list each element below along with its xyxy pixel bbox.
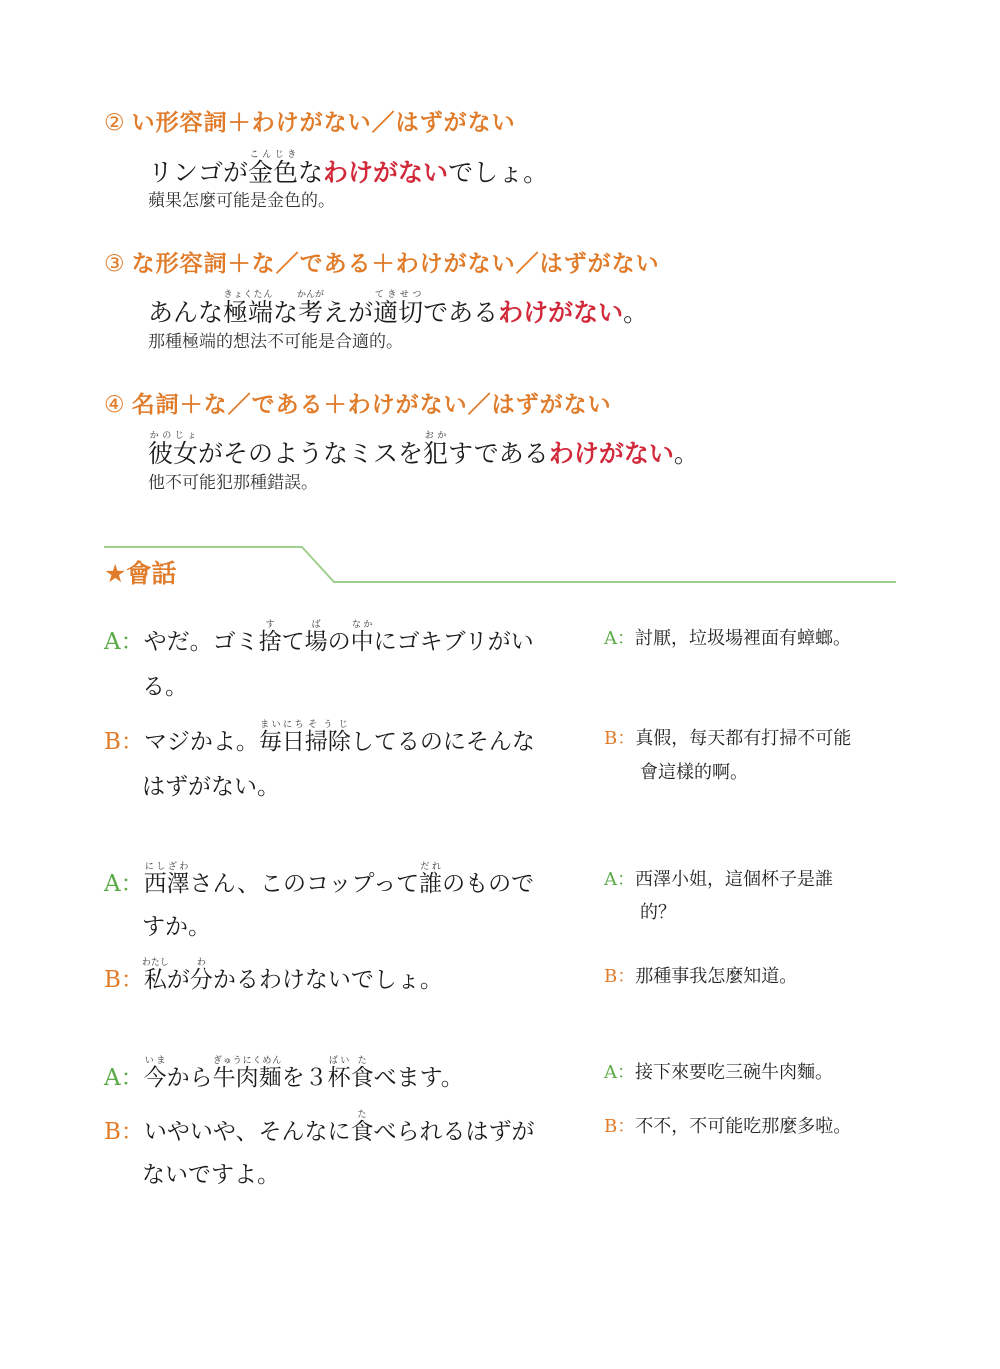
circled-number: ③ xyxy=(104,251,126,277)
furigana-word: 彼女かのじょ xyxy=(148,431,199,468)
highlight-phrase: わけがない xyxy=(498,298,624,327)
speaker-label-b: B： xyxy=(604,1116,636,1137)
furigana-word: 犯おか xyxy=(423,431,449,468)
speaker-label-b: B： xyxy=(604,966,636,987)
dialogue-line-zh: A：討厭，垃圾場裡面有蟑螂。 xyxy=(604,628,851,649)
speaker-label-a: A： xyxy=(604,628,635,649)
dialogue-line-zh: A：接下來要吃三碗牛肉麵。 xyxy=(604,1062,833,1083)
speaker-label-a: A： xyxy=(604,1062,635,1083)
speaker-label-a: A： xyxy=(104,629,144,655)
heading-text: い形容詞＋わけがない／はずがない xyxy=(131,110,516,136)
dialogue-line-jp-cont: ないですよ。 xyxy=(142,1162,280,1188)
example-sentence-jp: 彼女かのじょがそのようなミスを犯おかすであるわけがない。 xyxy=(148,431,699,468)
dialogue-line-jp: B：いやいや、そんなに食たべられるはずが xyxy=(104,1110,535,1145)
example-translation-zh: 蘋果怎麼可能是金色的。 xyxy=(148,191,335,211)
speaker-label-b: B： xyxy=(104,1119,144,1145)
highlight-phrase: わけがない xyxy=(548,439,674,468)
grammar-heading-4 xyxy=(104,386,612,419)
heading-text: 名詞＋な／である＋わけがない／はずがない xyxy=(131,392,612,418)
furigana-word: 適切てきせつ xyxy=(373,290,424,327)
speaker-label-b: B： xyxy=(604,728,636,749)
dialogue-line-jp: B：私わたしが分わかるわけないでしょ。 xyxy=(104,958,443,993)
dialogue-line-jp: B：マジかよ。毎日まいにち掃除そうじしてるのにそんな xyxy=(104,720,535,755)
section-title: ★會話 xyxy=(104,559,177,588)
dialogue-line-zh: A：西澤小姐，這個杯子是誰 xyxy=(604,869,833,890)
dialogue-line-zh: B：那種事我怎麼知道。 xyxy=(604,966,798,987)
dialogue-line-jp-cont: はずがない。 xyxy=(142,774,280,800)
example-translation-zh: 那種極端的想法不可能是合適的。 xyxy=(148,332,403,352)
grammar-heading-2 xyxy=(104,104,516,137)
speaker-label-a: A： xyxy=(104,1065,144,1091)
example-sentence-jp: リンゴが金色こんじきなわけがないでしょ。 xyxy=(148,150,549,187)
dialogue-line-zh: B：真假，每天都有打掃不可能 xyxy=(604,728,852,749)
speaker-label-b: B： xyxy=(104,729,144,755)
speaker-label-b: B： xyxy=(104,967,144,993)
dialogue-line-jp: A：やだ。ゴミ捨すて場ばの中なかにゴキブリがい xyxy=(104,620,534,655)
furigana-word: 極端きょくたん xyxy=(223,290,274,327)
dialogue-line-jp: A：今いまから牛肉麺ぎゅうにくめんを３杯ばい食たべます。 xyxy=(104,1056,464,1091)
heading-text: な形容詞＋な／である＋わけがない／はずがない xyxy=(131,251,660,277)
example-translation-zh: 他不可能犯那種錯誤。 xyxy=(148,473,318,493)
dialogue-line-jp-cont: すか。 xyxy=(142,914,211,940)
section-underline-shape xyxy=(104,546,896,586)
furigana-word: 金色こんじき xyxy=(248,150,299,187)
dialogue-line-jp-cont: る。 xyxy=(142,674,188,700)
grammar-heading-3 xyxy=(104,245,660,278)
example-sentence-jp: あんな極端きょくたんな考かんがえが適切てきせつであるわけがない。 xyxy=(148,290,649,327)
section-header-conversation xyxy=(104,546,896,586)
circled-number: ② xyxy=(104,110,126,136)
dialogue-line-zh-cont: 會這樣的啊。 xyxy=(640,762,748,783)
speaker-label-a: A： xyxy=(104,871,144,897)
dialogue-line-zh: B：不不，不可能吃那麼多啦。 xyxy=(604,1116,852,1137)
circled-number: ④ xyxy=(104,392,126,418)
dialogue-line-jp: A：西澤にしざわさん、このコップって誰だれのもので xyxy=(104,862,535,897)
speaker-label-a: A： xyxy=(604,869,635,890)
star-icon: ★ xyxy=(104,559,127,588)
dialogue-line-zh-cont: 的？ xyxy=(640,902,676,923)
highlight-phrase: わけがない xyxy=(323,158,449,187)
furigana-word: 考かんが xyxy=(297,290,325,327)
